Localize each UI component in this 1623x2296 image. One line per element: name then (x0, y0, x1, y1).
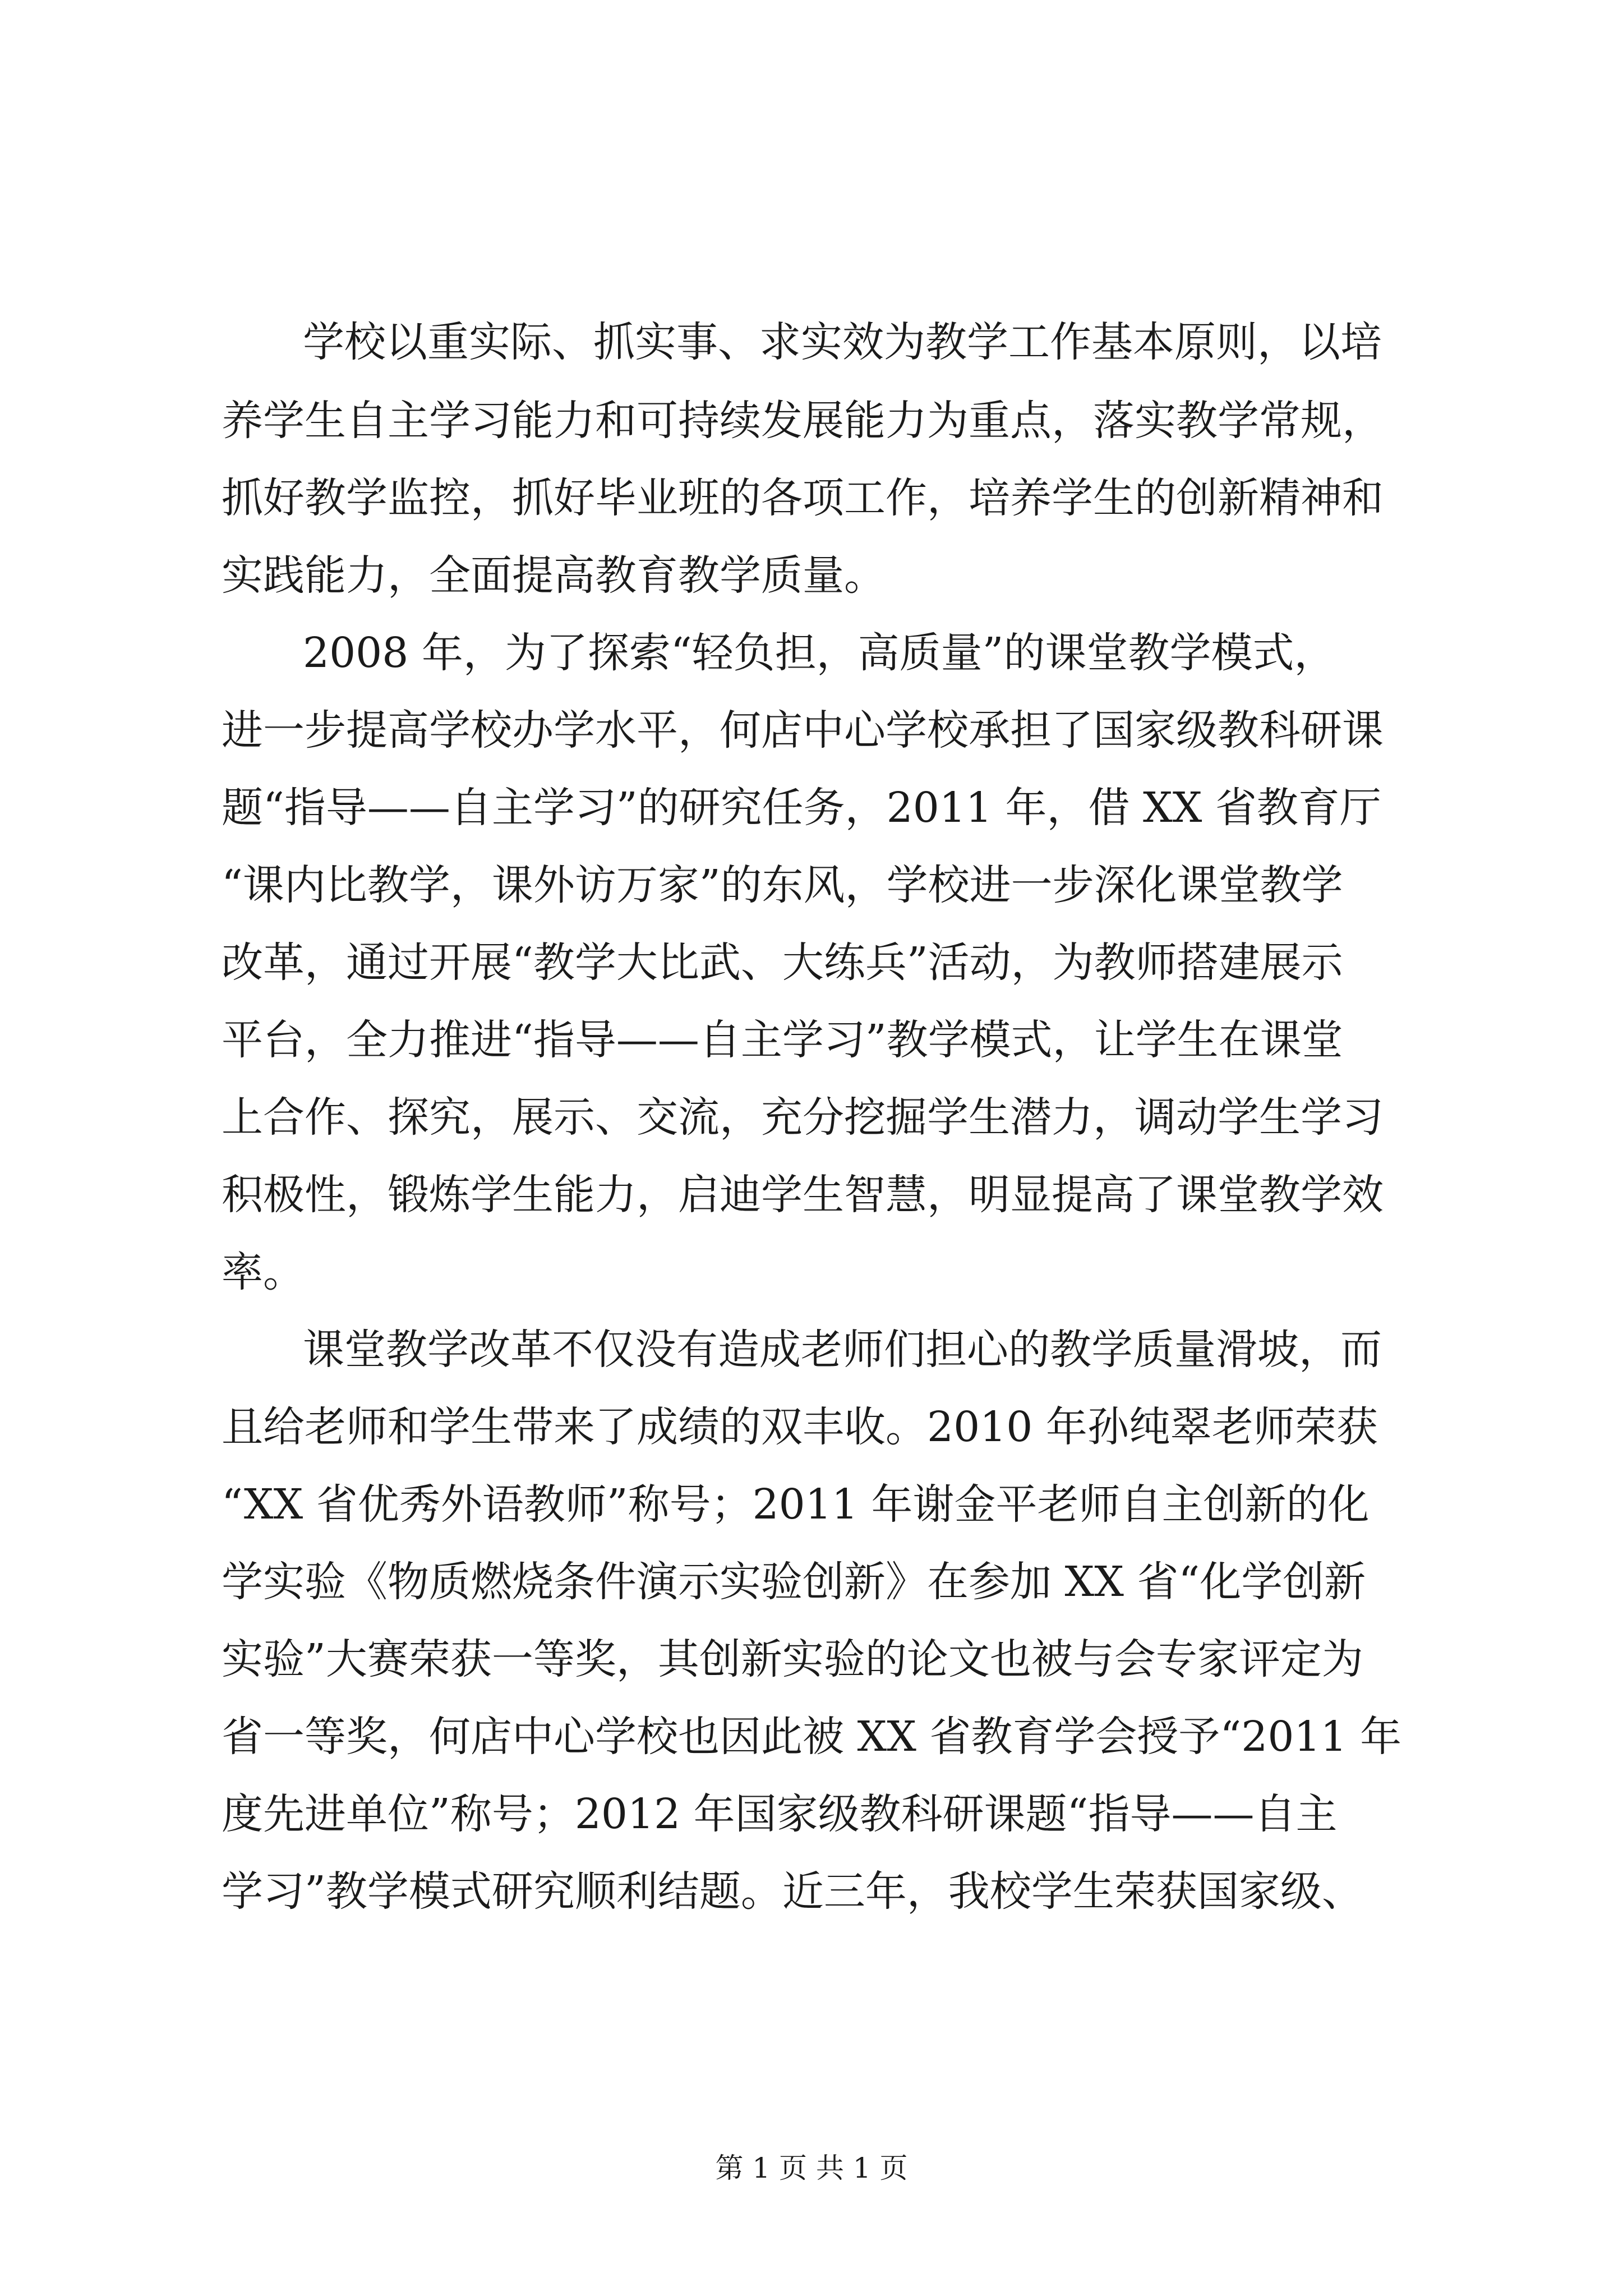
paragraph-2-line-6: 平台，全力推进“指导——自主学习”教学模式，让学生在课堂 (222, 1016, 1343, 1064)
paragraph-3-line-7: 度先进单位”称号；2012 年国家级教科研课题“指导——自主 (222, 1790, 1338, 1838)
paragraph-3-line-5: 实验”大赛荣获一等奖，其创新实验的论文也被与会专家评定为 (222, 1635, 1363, 1683)
paragraph-3-line-3: “XX 省优秀外语教师”称号；2011 年谢金平老师自主创新的化 (222, 1480, 1370, 1529)
paragraph-3-line-8: 学习”教学模式研究顺利结题。近三年，我校学生荣获国家级、 (222, 1867, 1363, 1916)
paragraph-2-line-8: 积极性，锻炼学生能力，启迪学生智慧，明显提高了课堂教学效 (222, 1171, 1384, 1219)
paragraph-2-line-7: 上合作、探究，展示、交流，充分挖掘学生潜力，调动学生学习 (222, 1093, 1384, 1142)
paragraph-2-line-5: 改革，通过开展“教学大比武、大练兵”活动，为教师搭建展示 (222, 938, 1343, 987)
paragraph-1-line-4: 实践能力，全面提高教育教学质量。 (222, 551, 886, 600)
paragraph-1-line-3: 抓好教学监控，抓好毕业班的各项工作，培养学生的创新精神和 (222, 474, 1384, 522)
paragraph-3-line-2: 且给老师和学生带来了成绩的双丰收。2010 年孙纯翠老师荣获 (222, 1403, 1378, 1451)
paragraph-2-line-3: 题“指导——自主学习”的研究任务，2011 年，借 XX 省教育厅 (222, 784, 1381, 832)
paragraph-3-line-1: 课堂教学改革不仅没有造成老师们担心的教学质量滑坡，而 (303, 1326, 1382, 1374)
paragraph-3-line-6: 省一等奖，何店中心学校也因此被 XX 省教育学会授予“2011 年 (222, 1713, 1402, 1761)
paragraph-2-line-9: 率。 (222, 1248, 305, 1296)
paragraph-2-line-4: “课内比教学，课外访万家”的东风，学校进一步深化课堂教学 (222, 861, 1343, 909)
paragraph-2-line-1: 2008 年，为了探索“轻负担，高质量”的课堂教学模式， (303, 629, 1336, 677)
paragraph-1-line-1: 学校以重实际、抓实事、求实效为教学工作基本原则，以培 (303, 318, 1382, 366)
paragraph-2-line-2: 进一步提高学校办学水平，何店中心学校承担了国家级教科研课 (222, 706, 1384, 754)
paragraph-1-line-2: 养学生自主学习能力和可持续发展能力为重点，落实教学常规， (222, 397, 1384, 445)
page-number-footer: 第 1 页 共 1 页 (715, 2152, 908, 2184)
paragraph-3-line-4: 学实验《物质燃烧条件演示实验创新》在参加 XX 省“化学创新 (222, 1558, 1366, 1606)
